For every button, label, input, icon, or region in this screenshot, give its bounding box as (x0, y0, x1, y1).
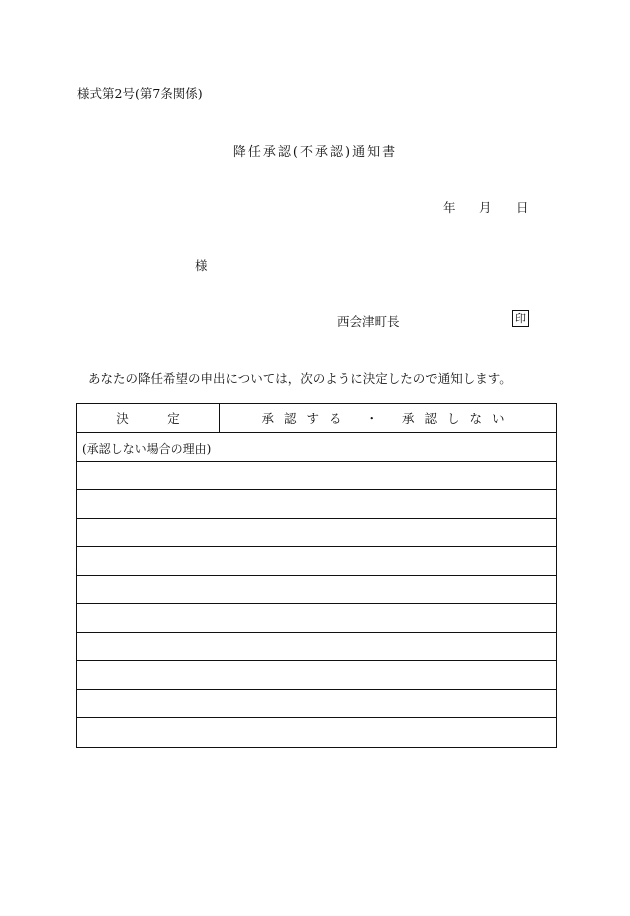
reason-label-row (77, 433, 556, 462)
reason-blank-row (77, 490, 556, 519)
decision-row (77, 404, 556, 433)
date-month-label: 月 (479, 200, 492, 215)
decision-label-char-2: 定 (167, 411, 180, 426)
reason-blank-row (77, 661, 556, 690)
seal-mark: 印 (512, 310, 529, 327)
document-title: 降任承認(不承認)通知書 (232, 145, 398, 160)
decision-value-cell: 承認する ・ 承認しない (261, 411, 515, 426)
reason-blank-row (77, 718, 556, 747)
reason-blank-row (77, 547, 556, 576)
decision-label-cell (77, 404, 220, 432)
form-number: 様式第2号(第7条関係) (77, 86, 203, 101)
reason-blank-row (77, 690, 556, 719)
date-day-label: 日 (516, 200, 529, 215)
issuer-name: 西会津町長 (337, 314, 400, 329)
reason-label: (承認しない場合の理由) (82, 442, 212, 456)
notice-body-text: あなたの降任希望の申出については，次のように決定したので通知します。 (88, 371, 512, 386)
date-year-label: 年 (443, 200, 456, 215)
decision-label-char-1: 決 (116, 411, 129, 426)
reason-blank-row (77, 604, 556, 633)
decision-table (76, 403, 557, 748)
reason-blank-row (77, 462, 556, 491)
reason-blank-row (77, 633, 556, 662)
addressee-honorific: 様 (195, 258, 208, 273)
reason-blank-row (77, 519, 556, 548)
reason-blank-row (77, 576, 556, 605)
